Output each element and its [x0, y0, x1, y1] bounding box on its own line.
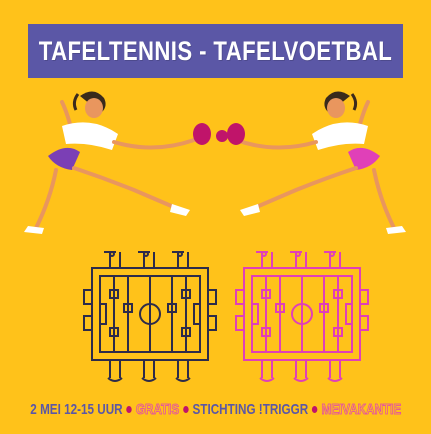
right-player-arm	[236, 140, 316, 148]
right-player-head	[327, 98, 345, 118]
separator-dot	[183, 406, 188, 413]
right-player-shoe-front	[240, 204, 260, 216]
foosball-table-right	[236, 252, 368, 381]
event-price: GRATIS	[135, 400, 179, 418]
left-player-head	[85, 98, 103, 118]
separator-dot	[312, 406, 317, 413]
separator-dot	[126, 406, 131, 413]
right-player-shirt	[312, 122, 368, 150]
right-player-shorts	[348, 148, 380, 170]
left-player-leg-front	[74, 168, 176, 208]
right-player	[227, 91, 406, 234]
left-player-shoe-back	[24, 226, 44, 234]
title-banner	[28, 24, 403, 78]
foosball-table-left	[84, 252, 216, 381]
event-info	[30, 401, 401, 418]
event-organizer: STICHTING !TRIGGR	[192, 400, 308, 418]
right-paddle	[227, 123, 245, 145]
left-player-arm-raised	[62, 102, 70, 124]
event-info-bar	[0, 397, 431, 421]
page-title: TAFELTENNIS - TAFELVOETBAL	[38, 35, 393, 66]
table-tennis-illustration	[0, 84, 431, 244]
ping-pong-ball	[216, 130, 228, 142]
left-player-shoe-front	[170, 204, 190, 216]
right-player-shoe-back	[386, 226, 406, 234]
right-player-leg-front	[254, 168, 356, 208]
left-player-leg-back	[36, 170, 56, 228]
left-player-arm	[114, 140, 194, 148]
event-date: 2 MEI 12-15 UUR	[30, 400, 123, 418]
right-player-leg-back	[374, 170, 394, 228]
right-player-arm-raised	[360, 102, 368, 124]
left-player	[24, 91, 211, 234]
event-name: MEIVAKANTIE	[321, 400, 401, 418]
foosball-illustration	[0, 246, 431, 388]
left-player-shirt	[62, 122, 118, 150]
left-paddle	[193, 123, 211, 145]
